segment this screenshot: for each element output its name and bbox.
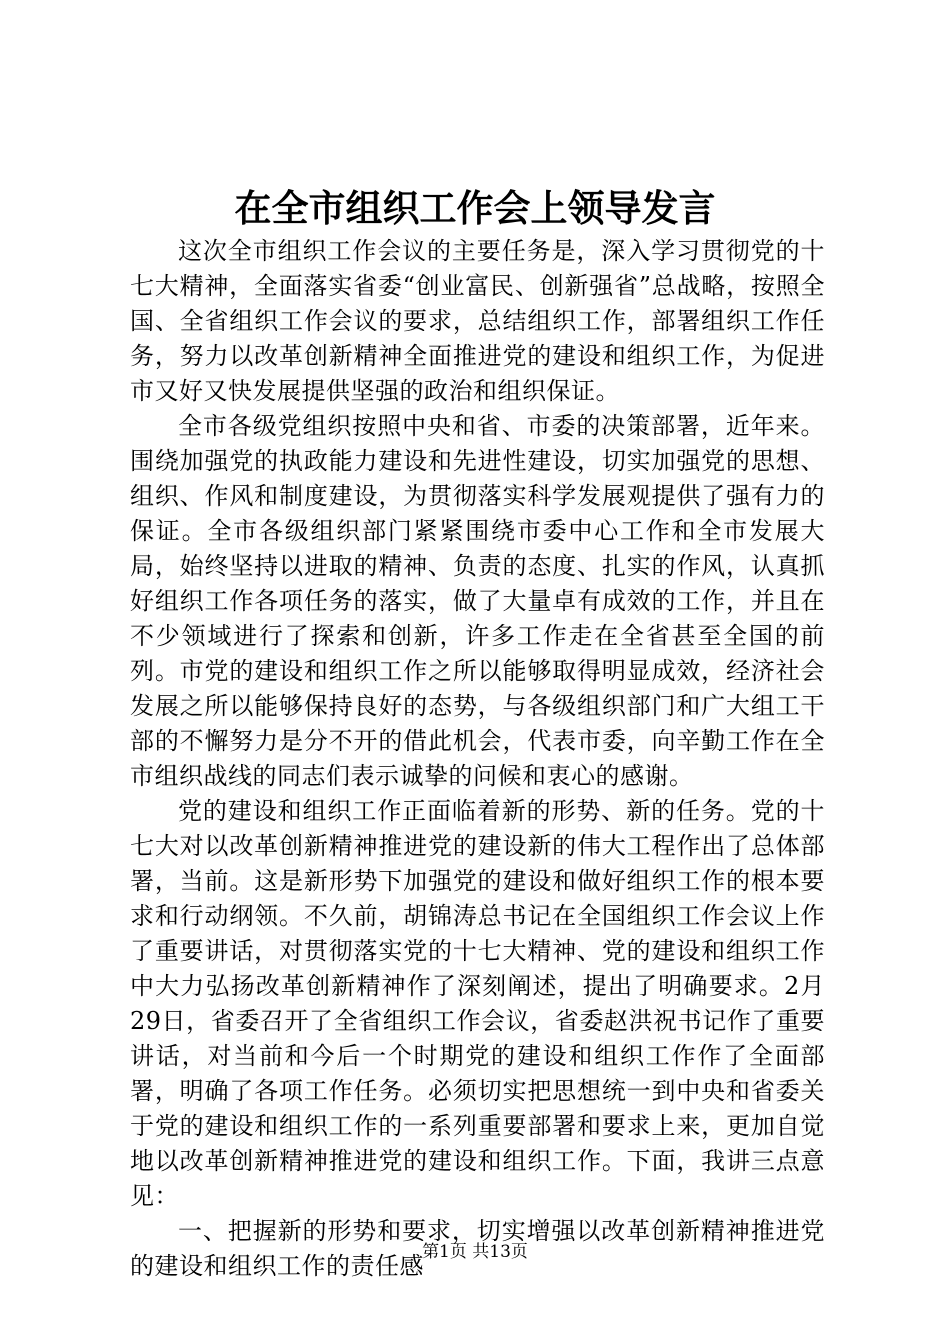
paragraph-4-heading: 一、把握新的形势和要求，切实增强以改革创新精神推进党的建设和组织工作的责任感 bbox=[130, 1217, 825, 1280]
paragraph-2: 全市各级党组织按照中央和省、市委的决策部署，近年来。围绕加强党的执政能力建设和先进性建设，切实加强党的思想、组织、作风和制度建设，为贯彻落实科学发展观提供了强有力的保证。全市各级组织部门紧紧围绕市委中心工作和全市发展大局，始终坚持以进取的精神、负责的态度、扎实的作风，认真抓好组织工作各项任务的落实，做了大量卓有成效的工作，并且在不少领域进行了探索和创新，许多工作走在全省甚至全国的前列。市党的建设和组织工作之所以能够取得明显成效，经济社会发展之所以能够保持良好的态势，与各级组织部门和广大组工干部的不懈努力是分不开的借此机会，代表市委，向辛勤工作在全市组织战线的同志们表示诚挚的问候和衷心的感谢。 bbox=[130, 412, 825, 790]
document-title: 在全市组织工作会上领导发言 bbox=[234, 186, 716, 230]
paragraph-1: 这次全市组织工作会议的主要任务是，深入学习贯彻党的十七大精神，全面落实省委“创业富民、创新强省”总战略，按照全国、全省组织工作会议的要求，总结组织工作，部署组织工作任务，努力以改革创新精神全面推进党的建设和组织工作，为促进市又好又快发展提供坚强的政治和组织保证。 bbox=[130, 237, 825, 405]
paragraph-3: 党的建设和组织工作正面临着新的形势、新的任务。党的十七大对以改革创新精神推进党的建设新的伟大工程作出了总体部署，当前。这是新形势下加强党的建设和做好组织工作的根本要求和行动纲领。不久前，胡锦涛总书记在全国组织工作会议上作了重要讲话，对贯彻落实党的十七大精神、党的建设和组织工作中大力弘扬改革创新精神作了深刻阐述，提出了明确要求。2月29日，省委召开了全省组织工作会议，省委赵洪祝书记作了重要讲话，对当前和今后一个时期党的建设和组织工作作了全面部署，明确了各项工作任务。必须切实把思想统一到中央和省委关于党的建设和组织工作的一系列重要部署和要求上来，更加自觉地以改革创新精神推进党的建设和组织工作。下面，我讲三点意见： bbox=[130, 797, 825, 1210]
page-number-footer: 第1页 共13页 bbox=[422, 1242, 528, 1262]
document-body bbox=[130, 234, 825, 1284]
